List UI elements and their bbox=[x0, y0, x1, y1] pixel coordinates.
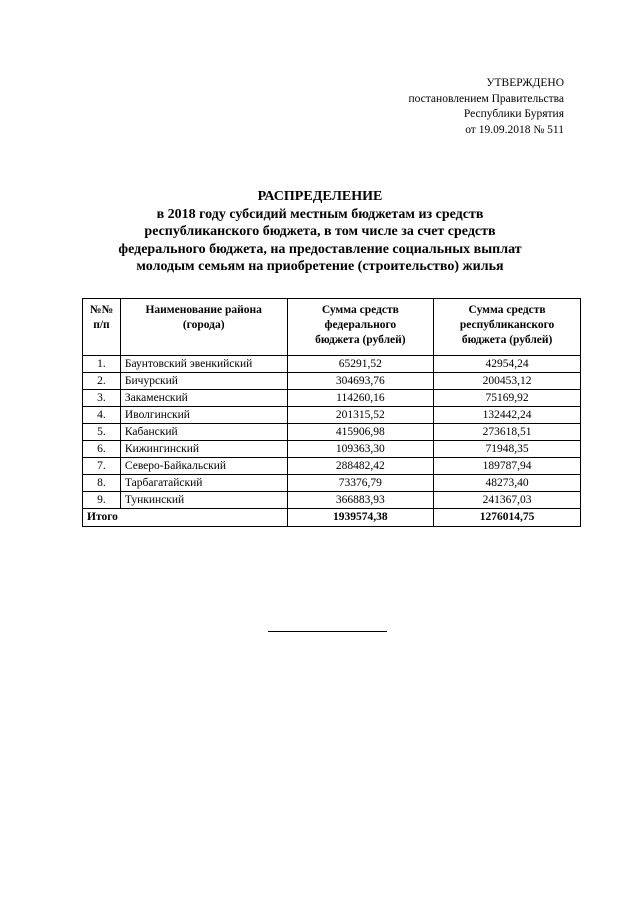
district-name: Кижингинский bbox=[120, 441, 287, 458]
district-name: Бичурский bbox=[120, 373, 287, 390]
row-number: 8. bbox=[83, 475, 121, 492]
federal-amount: 73376,79 bbox=[287, 475, 434, 492]
title-line-5: молодым семьям на приобретение (строительство) жилья bbox=[136, 259, 504, 275]
table-row bbox=[83, 458, 581, 475]
total-label: Итого bbox=[83, 509, 288, 527]
approval-heading: УТВЕРЖДЕНО bbox=[486, 77, 564, 89]
title-line-1: РАСПРЕДЕЛЕНИЕ bbox=[257, 189, 383, 204]
republican-amount: 48273,40 bbox=[434, 475, 581, 492]
row-number: 3. bbox=[83, 390, 121, 407]
republican-amount: 241367,03 bbox=[434, 492, 581, 509]
federal-amount: 304693,76 bbox=[287, 373, 434, 390]
document-title bbox=[0, 188, 640, 276]
row-number: 2. bbox=[83, 373, 121, 390]
federal-amount: 415906,98 bbox=[287, 424, 434, 441]
row-number: 7. bbox=[83, 458, 121, 475]
federal-amount: 288482,42 bbox=[287, 458, 434, 475]
approval-republic: Республики Бурятия bbox=[463, 108, 564, 120]
header-number: №№ п/п bbox=[83, 299, 121, 356]
federal-amount: 366883,93 bbox=[287, 492, 434, 509]
header-federal-amount: Сумма средств федерального бюджета (рублей) bbox=[287, 299, 434, 356]
table-row bbox=[83, 407, 581, 424]
republican-amount: 71948,35 bbox=[434, 441, 581, 458]
federal-amount: 114260,16 bbox=[287, 390, 434, 407]
row-number: 5. bbox=[83, 424, 121, 441]
district-name: Баунтовский эвенкийский bbox=[120, 356, 287, 373]
approval-date-number: от 19.09.2018 № 511 bbox=[465, 123, 564, 136]
approval-stamp bbox=[304, 76, 564, 138]
table-row bbox=[83, 373, 581, 390]
approval-decree: постановлением Правительства bbox=[408, 92, 564, 105]
row-number: 6. bbox=[83, 441, 121, 458]
table-row bbox=[83, 475, 581, 492]
table-row bbox=[83, 441, 581, 458]
table-row bbox=[83, 492, 581, 509]
total-federal-amount: 1939574,38 bbox=[287, 509, 434, 527]
row-number: 9. bbox=[83, 492, 121, 509]
total-republican-amount: 1276014,75 bbox=[434, 509, 581, 527]
federal-amount: 109363,30 bbox=[287, 441, 434, 458]
republican-amount: 75169,92 bbox=[434, 390, 581, 407]
header-republican-amount: Сумма средств республиканского бюджета (рублей) bbox=[434, 299, 581, 356]
distribution-table bbox=[82, 298, 581, 527]
header-district-name: Наименование района (города) bbox=[120, 299, 287, 356]
title-line-2: в 2018 году субсидий местным бюджетам из средств bbox=[156, 206, 484, 222]
table-row bbox=[83, 424, 581, 441]
district-name: Тарбагатайский bbox=[120, 475, 287, 492]
republican-amount: 200453,12 bbox=[434, 373, 581, 390]
district-name: Закаменский bbox=[120, 390, 287, 407]
row-number: 4. bbox=[83, 407, 121, 424]
title-line-3: республиканского бюджета, в том числе за счет средств bbox=[144, 224, 496, 240]
district-name: Тункинский bbox=[120, 492, 287, 509]
row-number: 1. bbox=[83, 356, 121, 373]
table-header-row bbox=[83, 299, 581, 356]
title-line-4: федерального бюджета, на предоставление социальных выплат bbox=[118, 241, 522, 257]
table-row bbox=[83, 356, 581, 373]
republican-amount: 42954,24 bbox=[434, 356, 581, 373]
total-row bbox=[83, 509, 581, 527]
end-divider bbox=[268, 631, 387, 632]
district-name: Кабанский bbox=[120, 424, 287, 441]
district-name: Северо-Байкальский bbox=[120, 458, 287, 475]
federal-amount: 65291,52 bbox=[287, 356, 434, 373]
federal-amount: 201315,52 bbox=[287, 407, 434, 424]
district-name: Иволгинский bbox=[120, 407, 287, 424]
republican-amount: 189787,94 bbox=[434, 458, 581, 475]
republican-amount: 273618,51 bbox=[434, 424, 581, 441]
table-row bbox=[83, 390, 581, 407]
republican-amount: 132442,24 bbox=[434, 407, 581, 424]
